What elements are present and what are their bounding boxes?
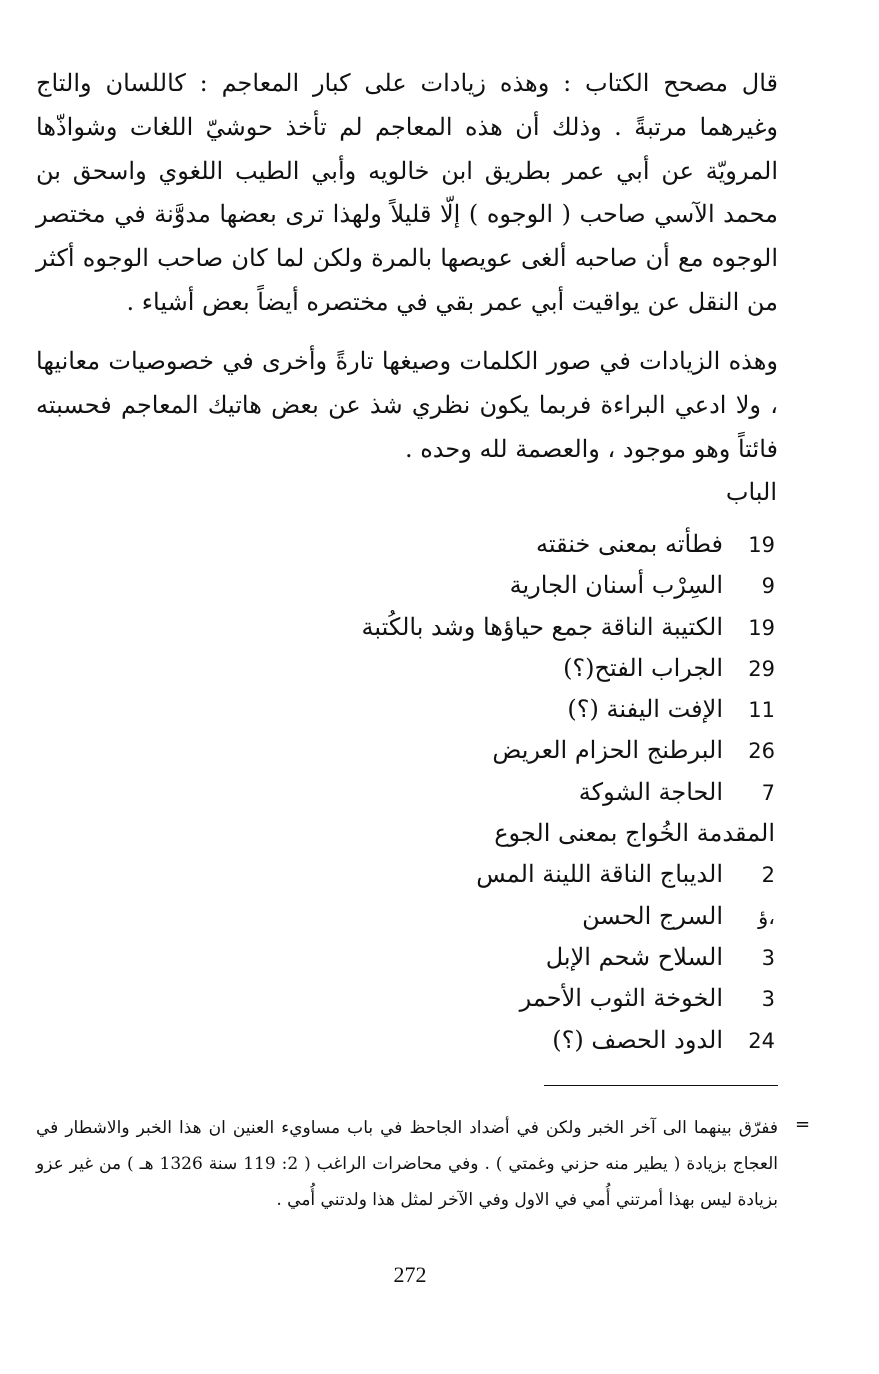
entry-text: السِرْب أسنان الجارية (509, 571, 723, 600)
entry-number: 19 (748, 615, 775, 640)
entry-text: الديباج الناقة اللينة المس (476, 860, 723, 889)
entry-item (175, 896, 775, 937)
entry-text: فطأته بمعنى خنقته (536, 530, 723, 558)
entry-list (175, 524, 775, 1061)
entry-item (175, 565, 775, 606)
entry-text: الخوخة الثوب الأحمر (519, 984, 723, 1013)
entry-item (175, 689, 775, 730)
entry-item (175, 1020, 775, 1061)
page-number: 272 (393, 1262, 427, 1287)
entry-item (175, 730, 775, 771)
entry-item (175, 648, 775, 689)
paragraph-2: وهذه الزيادات في صور الكلمات وصيغها تارةً وأخرى في خصوصيات معانيها ، ولا ادعي البراءة فربما يكون نظري شذ عن بعض هاتيك المعاجم فحسبته فائتاً وهو موجود ، والعصمة لله وحده . (36, 347, 778, 463)
entry-item (175, 772, 775, 813)
entry-item (175, 524, 775, 565)
entry-number: 3 (761, 945, 775, 970)
paragraph-1: قال مصحح الكتاب : وهذه زيادات على كبار المعاجم : كاللسان والتاج وغيرهما مرتبةً . وذلك أن هذه المعاجم لم تأخذ حوشيّ اللغات وشواذّها المرويّة عن أبي عمر بطريق ابن خالويه وأبي الطيب اللغوي واسحق بن محمد الآسي صاحب ( الوجوه ) إلّا قليلاً ولهذا ترى بعضها مدوَّنة في مختصر الوجوه مع أن صاحبه ألغى عويصها بالمرة ولكن لما كان صاحب الوجوه أكثر من النقل عن يواقيت أبي عمر بقي في مختصره أيضاً بعض أشياء . (36, 69, 778, 316)
entry-text: المقدمة الخُواج بمعنى الجوع (494, 819, 775, 848)
entry-text: السرج الحسن (582, 901, 723, 930)
entry-text: الكتيبة الناقة جمع حياؤها وشد بالكُتبة (361, 612, 723, 641)
section-heading: الباب (725, 478, 777, 506)
entry-item (175, 854, 775, 895)
entry-item (175, 978, 775, 1019)
entry-number: ،ؤ (758, 904, 775, 929)
footnote-marker: = (795, 1114, 811, 1135)
entry-number: 29 (748, 656, 775, 681)
entry-number: 26 (748, 739, 775, 764)
entry-item (175, 813, 775, 854)
entry-text: الدود الحصف (؟) (552, 1025, 723, 1054)
entry-number: 11 (748, 698, 775, 723)
entry-number: 24 (748, 1028, 775, 1053)
entry-number: 3 (761, 987, 775, 1012)
footnote-text: ففرّق بينهما الى آخر الخبر ولكن في أضداد الجاحظ في باب مساويء العنين ان هذا الخبر والاشطار في العجاج بزيادة ( يطير منه حزني وغمتي ) . وفي محاضرات الراغب ( 2: 119 سنة 1326 هـ ) من غير عزو بزيادة ليس بهذا أمرتني أُمي في الاول وفي الآخر لمثل هذا ولدتني أُمي . (36, 1118, 779, 1210)
entry-text: الجراب الفتح(؟) (563, 653, 723, 682)
entry-text: الإفت اليفنة (؟) (567, 695, 723, 724)
entry-number: 7 (761, 780, 775, 805)
entry-text: الحاجة الشوكة (578, 777, 723, 806)
entry-text: السلاح شحم الإبل (545, 942, 723, 971)
footnote-divider (544, 1085, 778, 1086)
entry-item (175, 607, 775, 648)
entry-number: 9 (761, 574, 775, 599)
entry-number: 19 (748, 533, 775, 557)
entry-number: 2 (761, 863, 775, 888)
entry-item (175, 937, 775, 978)
entry-text: البرطنج الحزام العريض (492, 736, 723, 765)
